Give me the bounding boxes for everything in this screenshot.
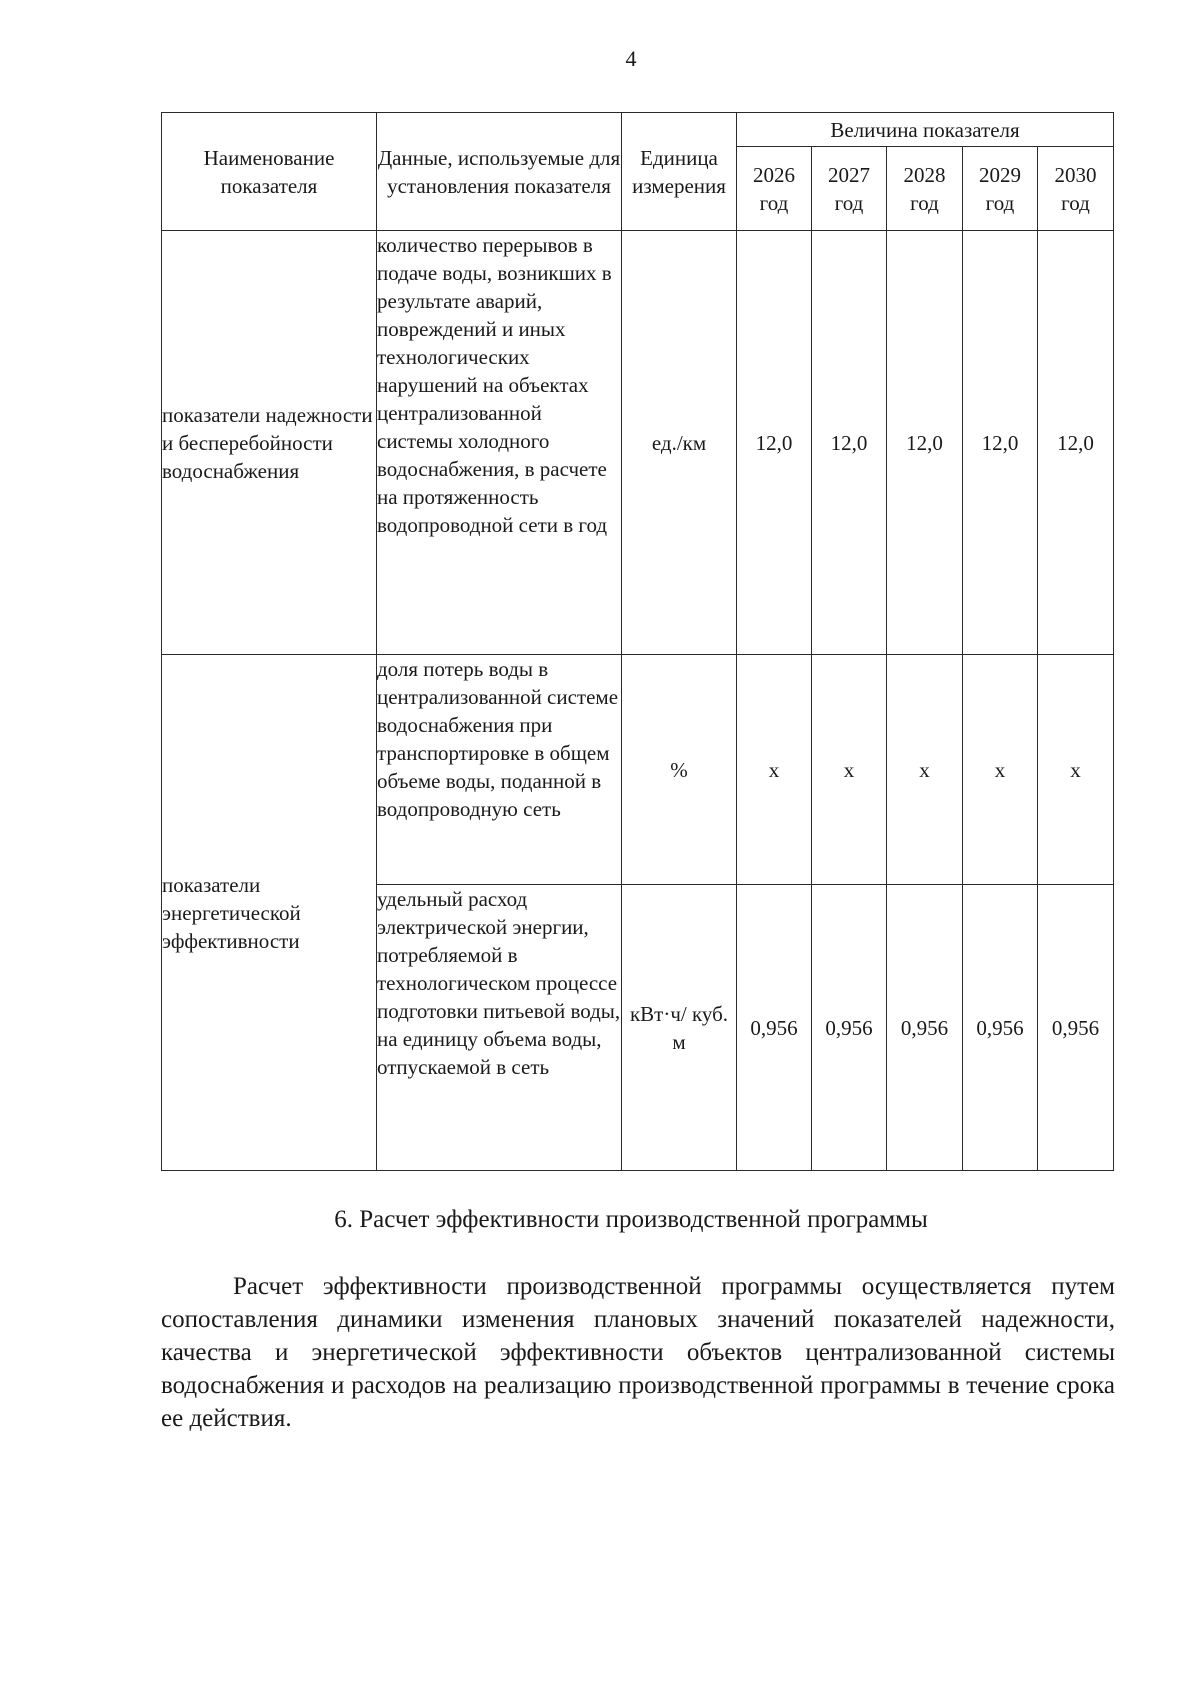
indicator-description: количество перерывов в подаче воды, возникших в результате аварий, повреждений и иных технологических нарушений на объектах централизованной системы холодного водоснабжения, в расчете на протяженность водопроводной сети в год — [377, 231, 622, 655]
indicator-value: 12,0 — [737, 231, 812, 655]
indicator-value: 12,0 — [1038, 231, 1114, 655]
header-year: 2026 год — [737, 147, 812, 231]
body-paragraph: Расчет эффективности производственной программы осуществляется путем сопоставления динамики изменения плановых значений показателей надежности, качества и энергетической эффективности объектов централизованной системы водоснабжения и расходов на реализацию производственной программы в течение срока ее действия. — [161, 1273, 1115, 1432]
indicator-value: x — [1038, 655, 1114, 885]
header-year: 2028 год — [887, 147, 963, 231]
indicator-name: показатели энергетической эффективности — [162, 655, 377, 1171]
indicator-value: x — [887, 655, 963, 885]
indicator-value: 12,0 — [887, 231, 963, 655]
indicator-unit: ед./км — [622, 231, 737, 655]
indicator-value: x — [812, 655, 887, 885]
table-row — [162, 655, 1114, 885]
indicator-value: 0,956 — [812, 885, 887, 1171]
indicator-description: доля потерь воды в централизованной системе водоснабжения при транспортировке в общем объеме воды, поданной в водопроводную сеть — [377, 655, 622, 885]
indicator-value: x — [963, 655, 1038, 885]
page-number: 4 — [625, 46, 637, 71]
indicator-value: 12,0 — [963, 231, 1038, 655]
indicator-value: 0,956 — [1038, 885, 1114, 1171]
indicator-description: удельный расход электрической энергии, потребляемой в технологическом процессе подготовки питьевой воды, на единицу объема воды, отпускаемой в сеть — [377, 885, 622, 1171]
indicator-unit: кВт·ч/ куб. м — [622, 885, 737, 1171]
indicators-table — [161, 112, 1114, 1171]
header-year: 2030 год — [1038, 147, 1114, 231]
header-year: 2029 год — [963, 147, 1038, 231]
indicator-value: 0,956 — [963, 885, 1038, 1171]
indicator-unit: % — [622, 655, 737, 885]
header-name: Наименование показателя — [162, 113, 377, 231]
section-title: 6. Расчет эффективности производственной программы — [334, 1206, 928, 1233]
indicator-name: показатели надежности и бесперебойности водоснабжения — [162, 231, 377, 655]
header-year: 2027 год — [812, 147, 887, 231]
header-data: Данные, используемые для установления показателя — [377, 113, 622, 231]
indicator-value: 0,956 — [737, 885, 812, 1171]
indicator-value: 12,0 — [812, 231, 887, 655]
indicator-value: 0,956 — [887, 885, 963, 1171]
header-value-group: Величина показателя — [737, 113, 1114, 147]
indicator-value: x — [737, 655, 812, 885]
header-unit: Единица измерения — [622, 113, 737, 231]
table-row — [162, 231, 1114, 655]
